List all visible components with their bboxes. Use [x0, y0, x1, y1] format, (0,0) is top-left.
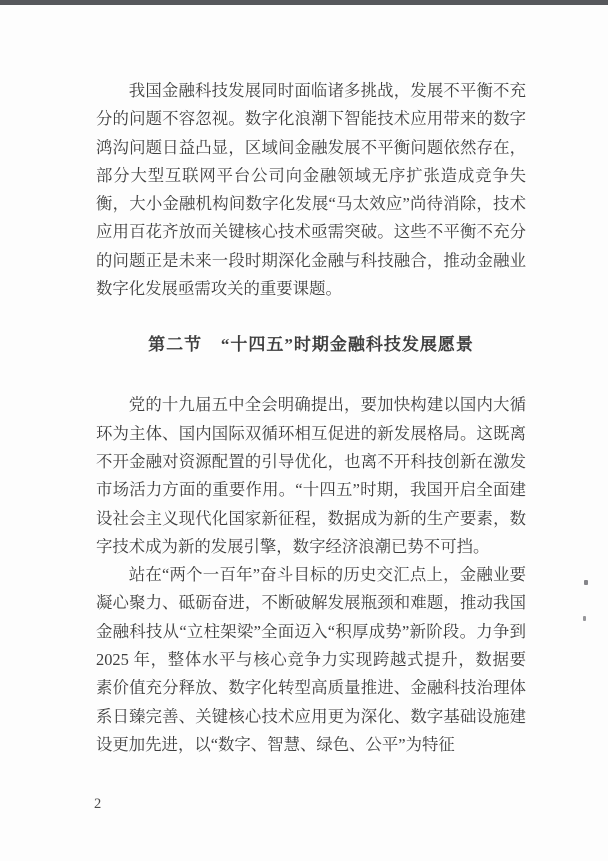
scan-artifact-speck [584, 580, 588, 585]
paragraph-challenges: 我国金融科技发展同时面临诸多挑战，发展不平衡不充分的问题不容忽视。数字化浪潮下智能技术应用带来的数字鸿沟问题日益凸显，区域间金融发展不平衡问题依然存在，部分大型互联网平台公司向金融领域无序扩张造成竞争失衡，大小金融机构间数字化发展“马太效应”尚待消除，技术应用百花齐放而关键核心技术亟需突破。这些不平衡不充分的问题正是未来一段时期深化金融与科技融合，推动金融业数字化发展亟需攻关的重要课题。 [96, 81, 526, 299]
page-text-block [96, 77, 526, 759]
scan-artifact-speck [583, 616, 586, 621]
paragraph-plenum: 党的十九届五中全会明确提出，要加快构建以国内大循环为主体、国内国际双循环相互促进的新发展格局。这既离不开金融对资源配置的引导优化，也离不开科技创新在激发市场活力方面的重要作用。“十四五”时期，我国开启全面建设社会主义现代化国家新征程，数据成为新的生产要素，数字技术成为新的发展引擎，数字经济浪潮已势不可挡。 [96, 395, 526, 556]
window-top-edge [0, 0, 608, 5]
section-number: 第二节 [148, 335, 203, 355]
paragraph-vision-2025: 站在“两个一百年”奋斗目标的历史交汇点上，金融业要凝心聚力、砥砺奋进，不断破解发展瓶颈和难题，推动我国金融科技从“立柱架梁”全面迈入“积厚成势”新阶段。力争到 2025 年，整体水平与核心竞争力实现跨越式提升，数据要素价值充分释放、数字化转型高质量推进、金融科技治理体系日臻完善、关键核心技术应用更为深化、数字基础设施建设更加先进，以“数字、智慧、绿色、公平”为特征 [96, 565, 526, 754]
section-heading [96, 331, 526, 359]
page-number: 2 [94, 796, 102, 812]
section-title: “十四五”时期金融科技发展愿景 [220, 335, 474, 355]
